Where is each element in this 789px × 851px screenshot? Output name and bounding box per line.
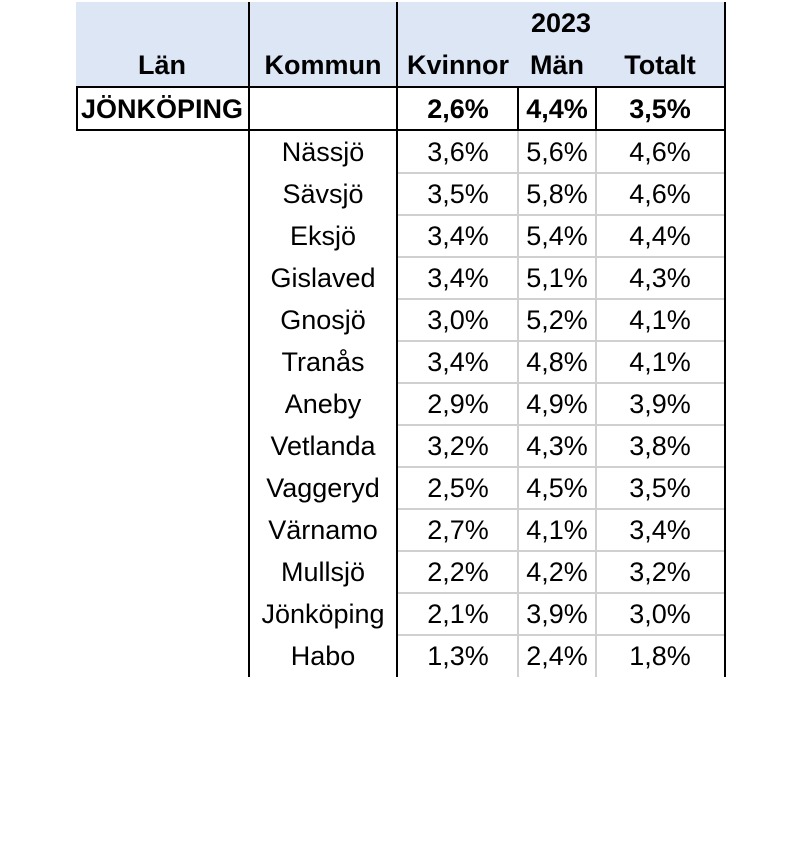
county-man: 4,4% [526,93,588,124]
row-kvinnor: 3,4% [427,346,489,377]
body-border-right [724,131,726,677]
row-kvinnor: 3,4% [427,220,489,251]
header-right-border [724,2,726,88]
row-kvinnor: 2,9% [427,388,489,419]
row-kommun: Jönköping [261,598,385,629]
row-totalt: 3,9% [629,388,691,419]
row-kvinnor: 3,4% [427,262,489,293]
row-kommun: Aneby [284,388,362,419]
row-kvinnor: 3,6% [427,136,489,167]
header-kommun: Kommun [250,44,396,86]
row-kommun: Nässjö [281,136,365,167]
body-border-kommun [396,131,398,677]
row-man: 4,3% [526,430,588,461]
row-kvinnor: 2,1% [427,598,489,629]
header-man: Män [518,44,596,86]
row-totalt: 3,0% [629,598,691,629]
row-totalt: 4,1% [629,304,691,335]
header-totalt: Totalt [596,44,724,86]
county-kommun [250,88,396,130]
row-man: 4,5% [526,472,588,503]
row-kommun: Gislaved [270,262,376,293]
row-man: 3,9% [526,598,588,629]
row-man: 5,8% [526,178,588,209]
row-kvinnor: 3,5% [427,178,489,209]
body-border-left [248,131,250,677]
body-grid-kvinnor [517,131,519,677]
county-right-border [724,86,726,131]
county-left-border [76,86,78,131]
row-kommun: Värnamo [268,514,378,545]
county-sep-4 [595,86,597,131]
row-totalt: 1,8% [629,640,691,671]
header-year: 2023 [398,2,724,44]
row-kvinnor: 2,5% [427,472,489,503]
row-kvinnor: 2,2% [427,556,489,587]
county-kvinnor: 2,6% [427,93,489,124]
header-left-border [248,2,250,88]
row-man: 4,2% [526,556,588,587]
county-sep-2 [396,86,398,131]
row-kommun: Tranås [281,346,365,377]
row-kommun: Vetlanda [270,430,376,461]
row-kvinnor: 3,2% [427,430,489,461]
county-sep-1 [248,86,250,131]
row-kommun: Sävsjö [282,178,364,209]
row-man: 4,8% [526,346,588,377]
row-totalt: 3,5% [629,472,691,503]
row-man: 4,9% [526,388,588,419]
county-top-border [76,86,726,88]
row-man: 5,1% [526,262,588,293]
row-man: 5,6% [526,136,588,167]
row-kommun: Eksjö [289,220,357,251]
row-totalt: 4,6% [629,136,691,167]
row-totalt: 4,3% [629,262,691,293]
row-kommun: Vaggeryd [266,472,380,503]
row-totalt: 3,4% [629,514,691,545]
county-sep-3 [517,86,519,131]
row-kommun: Habo [290,640,356,671]
row-kvinnor: 2,7% [427,514,489,545]
row-totalt: 3,2% [629,556,691,587]
row-kvinnor: 3,0% [427,304,489,335]
row-man: 5,2% [526,304,588,335]
header-mid-border [396,2,398,88]
header-year-spacer-2 [250,2,396,44]
row-totalt: 4,4% [629,220,691,251]
county-totalt: 3,5% [629,93,691,124]
header-kvinnor: Kvinnor [398,44,518,86]
row-kommun: Mullsjö [280,556,366,587]
row-man: 4,1% [526,514,588,545]
header-year-spacer [76,2,248,44]
row-totalt: 4,1% [629,346,691,377]
county-lan: JÖNKÖPING [80,93,244,124]
header-lan: Län [76,44,248,86]
row-kommun: Gnosjö [280,304,366,335]
row-totalt: 4,6% [629,178,691,209]
row-man: 2,4% [526,640,588,671]
body-grid-man [595,131,597,677]
row-man: 5,4% [526,220,588,251]
row-kvinnor: 1,3% [427,640,489,671]
row-totalt: 3,8% [629,430,691,461]
